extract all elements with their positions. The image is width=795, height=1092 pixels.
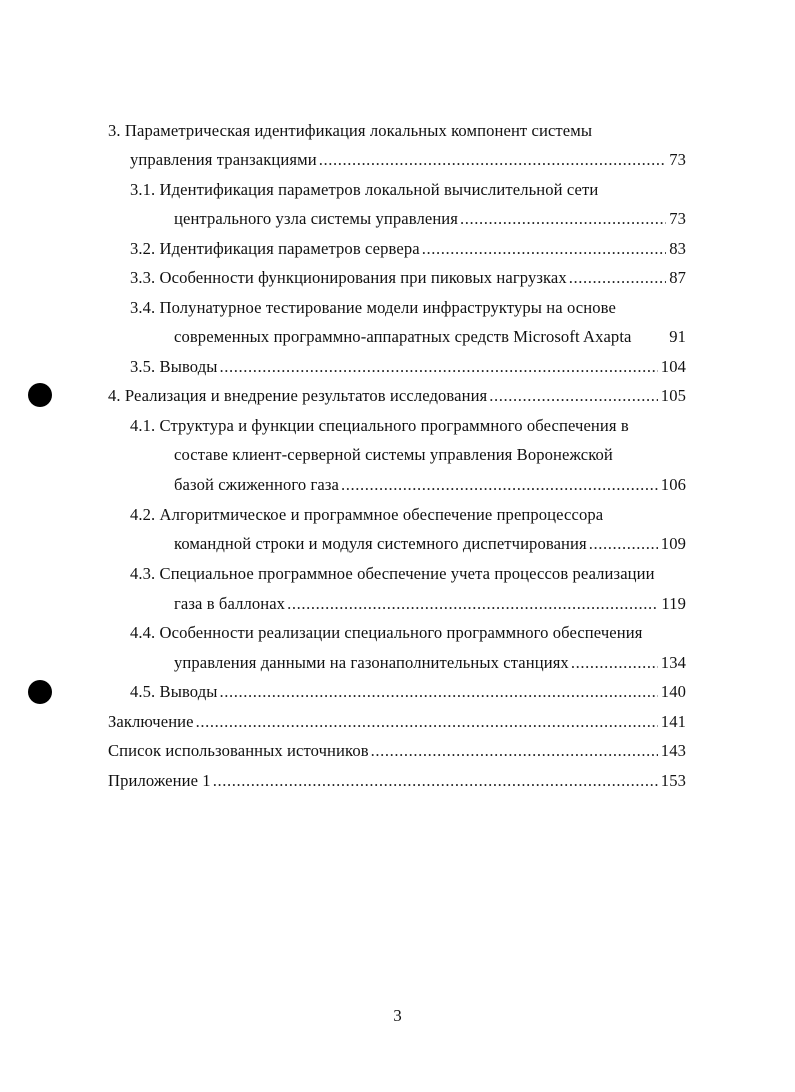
dot-leader (196, 707, 658, 737)
toc-entry-text: Заключение (108, 712, 194, 731)
toc-entry-text: базой сжиженного газа (174, 475, 339, 494)
toc-entry-text: Приложение 1 (108, 771, 211, 790)
toc-entry-text: газа в баллонах (174, 594, 286, 613)
toc-entry-3-4-line1 (130, 293, 616, 323)
toc-entry-3-2 (130, 234, 686, 264)
toc-entry-4-3-line1 (130, 559, 655, 589)
binder-hole-top (28, 383, 52, 407)
dot-leader (371, 736, 658, 766)
toc-entry-4-4-line2 (174, 648, 686, 678)
toc-entry-4-4-line1 (130, 618, 642, 648)
toc-page-number: 73 (669, 150, 686, 169)
toc-entry-text: 3.5. Выводы (130, 357, 218, 376)
toc-page-number: 83 (669, 239, 686, 258)
toc-entry-text: 3.3. Особенности функционирования при пиковых нагрузках (130, 268, 567, 287)
dot-leader (589, 529, 658, 559)
toc-entry-3-1-line1 (130, 175, 598, 205)
toc-page-number: 91 (669, 327, 686, 346)
toc-entry-3-4-line2 (174, 322, 686, 352)
dot-leader (571, 648, 658, 678)
toc-page-number: 140 (660, 682, 686, 701)
toc-page-number: 143 (660, 741, 686, 760)
toc-entry-text: командной строки и модуля системного диспетчирования (174, 534, 587, 553)
toc-entry-4-2-line1 (130, 500, 603, 530)
toc-entry-chapter-4 (108, 381, 686, 411)
dot-leader (213, 766, 658, 796)
page-number: 3 (393, 1006, 402, 1025)
dot-leader (460, 204, 666, 234)
toc-page-number: 73 (669, 209, 686, 228)
toc-entry-4-1-line2 (174, 440, 613, 470)
toc-entry-text: 3.1. Идентификация параметров локальной вычислительной сети (130, 180, 599, 199)
toc-page-number: 105 (660, 386, 686, 405)
toc-entry-references (108, 736, 686, 766)
toc-page-number: 119 (661, 594, 686, 613)
toc-entry-text: 4. Реализация и внедрение результатов исследования (108, 386, 488, 405)
toc-entry-text: современных программно-аппаратных средств Microsoft Axapta (174, 327, 632, 346)
toc-entry-3-1-line2 (174, 204, 686, 234)
toc-entry-4-1-line1 (130, 411, 629, 441)
toc-entry-text: управления транзакциями (130, 150, 317, 169)
toc-entry-appendix (108, 766, 686, 796)
toc-entry-3-5 (130, 352, 686, 382)
toc-entry-text: 4.5. Выводы (130, 682, 218, 701)
dot-leader (287, 589, 658, 619)
dot-leader (220, 352, 658, 382)
toc-entry-conclusion (108, 707, 686, 737)
toc-page-number: 106 (660, 475, 686, 494)
toc-entry-text: 4.4. Особенности реализации специального программного обеспечения (130, 623, 643, 642)
toc-entry-text: 4.3. Специальное программное обеспечение учета процессов реализации (130, 564, 655, 583)
toc-entry-3-3 (130, 263, 686, 293)
toc-page-number: 109 (660, 534, 686, 553)
toc-entry-text: составе клиент-серверной системы управления Воронежской (174, 445, 613, 464)
toc-page-number: 87 (669, 268, 686, 287)
toc-entry-4-1-line3 (174, 470, 686, 500)
toc-page-number: 153 (660, 771, 686, 790)
toc-entry-text: 4.1. Структура и функции специального программного обеспечения в (130, 416, 629, 435)
toc-entry-4-5 (130, 677, 686, 707)
toc-entry-text: 4.2. Алгоритмическое и программное обеспечение препроцессора (130, 505, 604, 524)
toc-entry-4-2-line2 (174, 529, 686, 559)
dot-leader (569, 263, 666, 293)
toc-page-number: 104 (660, 357, 686, 376)
toc-entry-4-3-line2 (174, 589, 686, 619)
toc-entry-chapter-3-line1 (108, 116, 592, 146)
toc-page-number: 141 (660, 712, 686, 731)
dot-leader (319, 145, 667, 175)
dot-leader (422, 234, 667, 264)
toc-entry-text: Список использованных источников (108, 741, 369, 760)
toc-page-number: 134 (660, 653, 686, 672)
dot-leader (220, 677, 658, 707)
toc-entry-chapter-3-line2 (130, 145, 686, 175)
toc-entry-text: центрального узла системы управления (174, 209, 459, 228)
toc-entry-text: 3.4. Полунатурное тестирование модели инфраструктуры на основе (130, 298, 616, 317)
binder-hole-bottom (28, 680, 52, 704)
toc-entry-text: управления данными на газонаполнительных станциях (174, 653, 569, 672)
dot-leader (341, 470, 658, 500)
dot-leader (489, 381, 658, 411)
toc-entry-text: 3.2. Идентификация параметров сервера (130, 239, 420, 258)
toc-entry-text: 3. Параметрическая идентификация локальных компонент системы (108, 121, 593, 140)
